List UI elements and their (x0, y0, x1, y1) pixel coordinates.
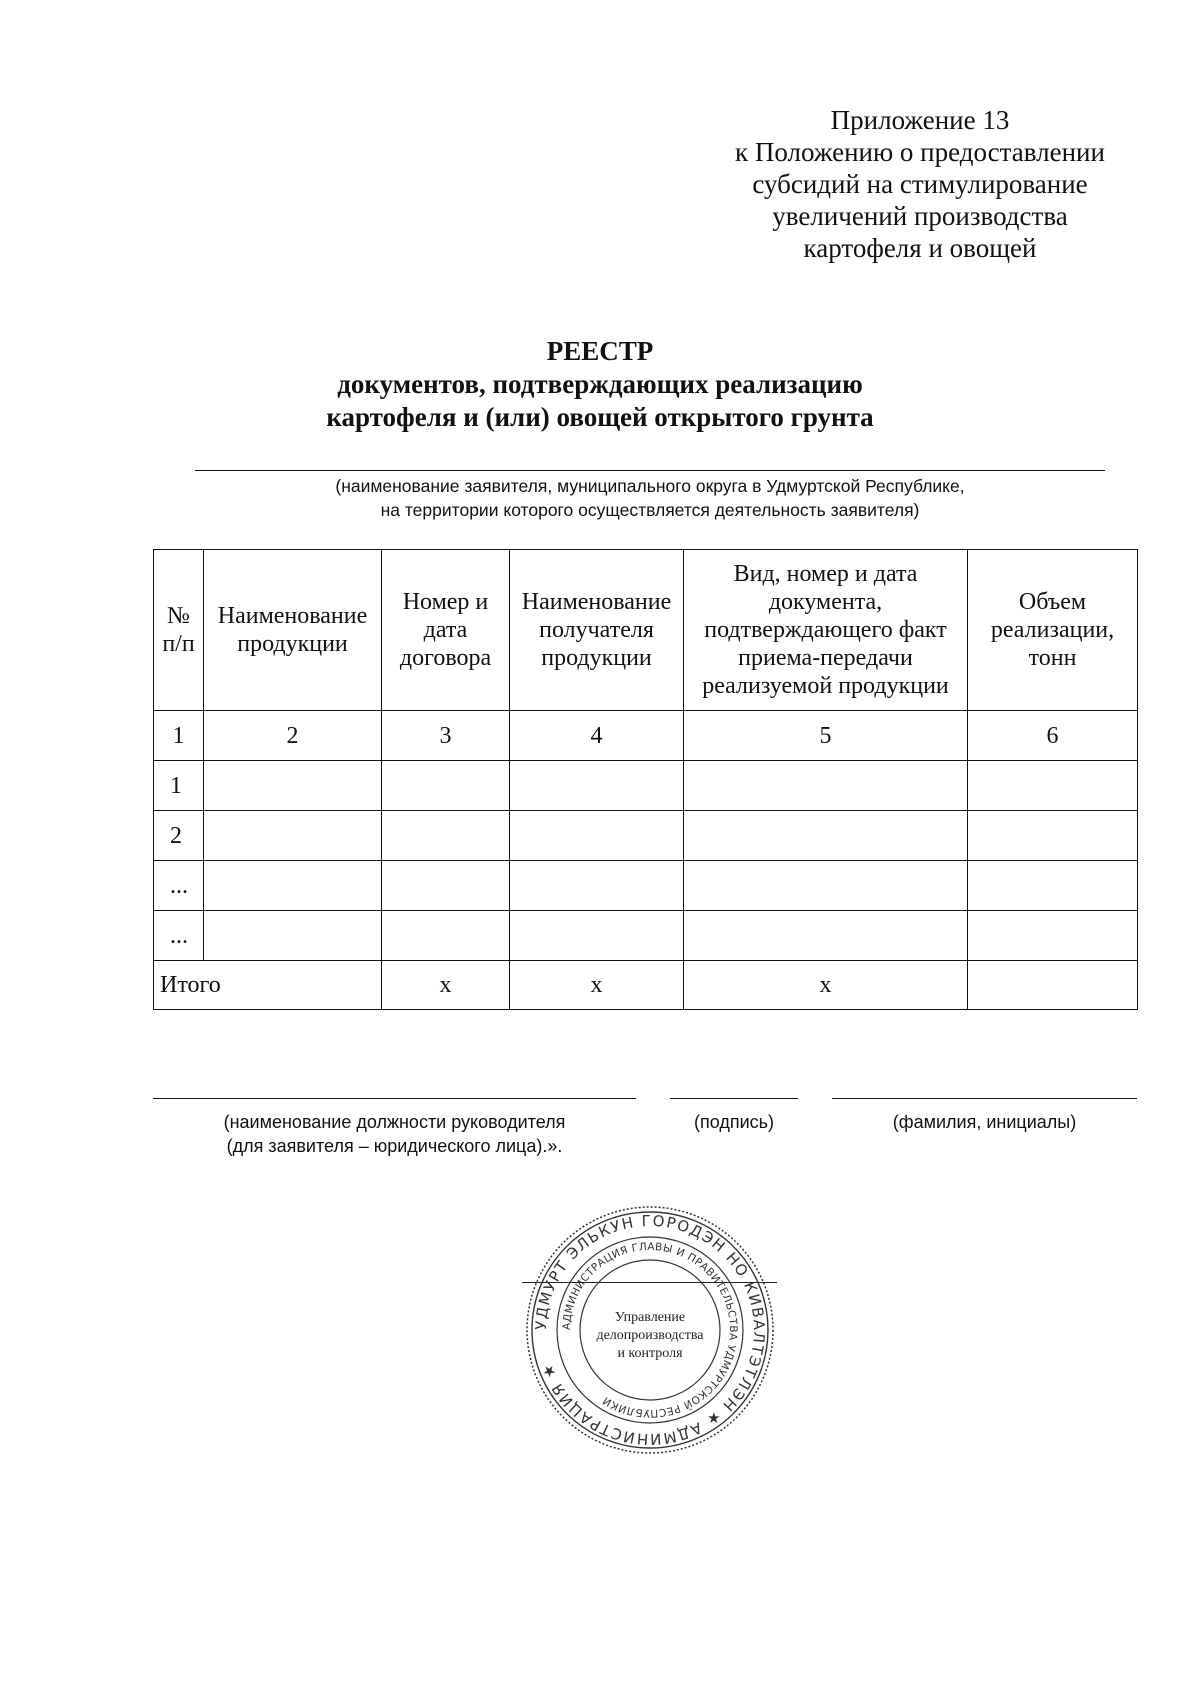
table-cell (684, 811, 968, 861)
signature-caption: (подпись) (693, 1112, 775, 1132)
row-number-cell: 2 (154, 811, 204, 861)
table-cell (684, 911, 968, 961)
name-caption: (фамилия, инициалы) (892, 1112, 1077, 1132)
table-cell (684, 761, 968, 811)
stamp-center-line: Управление (614, 1310, 686, 1325)
column-header-document: Вид, номер и дата документа, подтверждающего факт приема-передачи реализуемой продукции (684, 550, 968, 711)
table-row (154, 911, 1138, 961)
applicant-caption (195, 474, 1105, 522)
column-number: 4 (510, 711, 684, 761)
signature-line (670, 1098, 798, 1099)
total-cell: х (684, 961, 968, 1010)
column-header-volume: Объем реализации, тонн (968, 550, 1138, 711)
table-cell (968, 811, 1138, 861)
title-line: картофеля и (или) овощей открытого грунта (326, 402, 874, 432)
table-cell (204, 911, 382, 961)
table-cell (382, 761, 510, 811)
table-row (154, 761, 1138, 811)
appendix-line: картофеля и овощей (803, 233, 1037, 263)
column-number: 2 (204, 711, 382, 761)
name-signature-line (832, 1098, 1137, 1099)
column-header-product: Наименование продукции (204, 550, 382, 711)
table-cell (204, 861, 382, 911)
document-title (150, 335, 1050, 434)
row-number-cell: ... (154, 911, 204, 961)
column-number: 1 (154, 711, 204, 761)
title-line: документов, подтверждающих реализацию (337, 369, 863, 399)
table-cell (382, 811, 510, 861)
table-cell (382, 861, 510, 911)
table-cell (968, 911, 1138, 961)
total-label: Итого (154, 961, 382, 1010)
appendix-line: увеличений производства (772, 201, 1068, 231)
position-signature-line (153, 1098, 636, 1099)
title-main: РЕЕСТР (546, 336, 654, 366)
table-cell (510, 861, 684, 911)
table-row (154, 811, 1138, 861)
position-caption: (наименование должности руководителя (для заявителя – юридического лица).». (223, 1112, 566, 1156)
stamp-center-line: и контроля (617, 1346, 683, 1361)
table-cell (510, 761, 684, 811)
appendix-line: Приложение 13 (830, 105, 1010, 135)
stamp-inner-text: АДМИНИСТРАЦИЯ ГЛАВЫ И ПРАВИТЕЛЬСТВА УДМУРТСКОЙ РЕСПУБЛИКИ (560, 1240, 740, 1420)
registry-table (153, 549, 1138, 1010)
appendix-line: к Положению о предоставлении (735, 137, 1105, 167)
table-cell (968, 761, 1138, 811)
table-cell (204, 761, 382, 811)
total-cell: х (382, 961, 510, 1010)
table-cell (510, 811, 684, 861)
column-header-recipient: Наименование получателя продукции (510, 550, 684, 711)
applicant-name-line (195, 470, 1105, 471)
table-cell (510, 911, 684, 961)
table-header-row (154, 550, 1138, 711)
appendix-line: субсидий на стимулирование (752, 169, 1088, 199)
column-number: 5 (684, 711, 968, 761)
column-number: 3 (382, 711, 510, 761)
column-numbers-row (154, 711, 1138, 761)
total-row (154, 961, 1138, 1010)
row-number-cell: ... (154, 861, 204, 911)
row-number-cell: 1 (154, 761, 204, 811)
table-row (154, 861, 1138, 911)
table-cell (968, 861, 1138, 911)
stamp-outer-text: УДМУРТ ЭЛЬКУН ГОРОДЭН НО КИВАЛТЭТЛЭН ★ АДМИНИСТРАЦИЯ ★ (531, 1211, 769, 1449)
table-cell (204, 811, 382, 861)
appendix-reference (700, 104, 1140, 264)
total-cell (968, 961, 1138, 1010)
total-cell: х (510, 961, 684, 1010)
column-header-contract: Номер и дата договора (382, 550, 510, 711)
table-cell (382, 911, 510, 961)
column-number: 6 (968, 711, 1138, 761)
caption-line: на территории которого осуществляется деятельность заявителя) (380, 500, 920, 520)
stamp-center-line: делопроизводства (596, 1328, 704, 1343)
caption-line: (наименование заявителя, муниципального округа в Удмуртской Республике, (335, 476, 965, 496)
official-stamp (525, 1205, 775, 1455)
table-cell (684, 861, 968, 911)
column-header-number: № п/п (154, 550, 204, 711)
